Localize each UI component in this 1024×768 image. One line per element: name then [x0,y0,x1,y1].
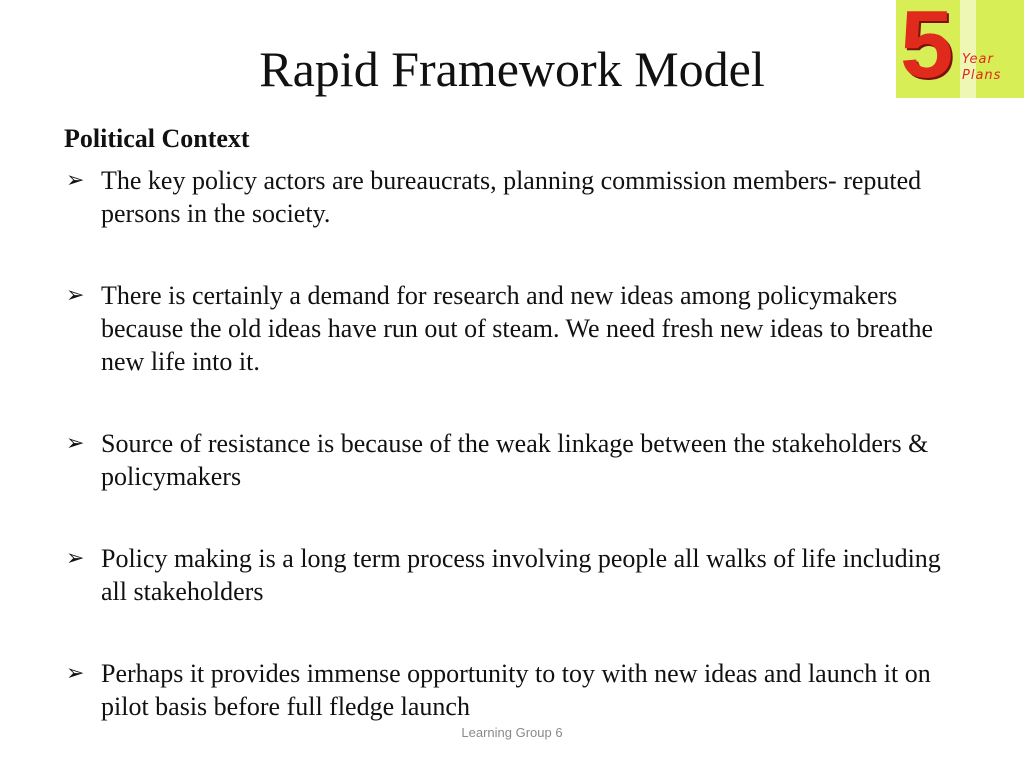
bullet-item [64,164,954,230]
bullet-list [64,164,954,723]
logo-square-right [976,0,1024,98]
arrowhead-bullet-icon: ➢ [66,431,85,456]
logo-digit: 5 [900,0,954,98]
bullet-text: The key policy actors are bureaucrats, planning commission members- reputed persons in the society. [101,166,922,228]
bullet-item [64,657,954,723]
bullet-text: Source of resistance is because of the weak linkage between the stakeholders & policymakers [101,429,929,491]
slide-title: Rapid Framework Model [259,41,765,97]
logo-word-plans: Plans [962,68,1002,83]
bullet-item [64,427,954,493]
five-year-plans-logo [896,0,1024,98]
arrowhead-bullet-icon: ➢ [66,661,85,686]
bullet-text: Policy making is a long term process involving people all walks of life including all stakeholders [101,544,941,606]
arrowhead-bullet-icon: ➢ [66,168,85,193]
slide-footer: Learning Group 6 [461,725,563,740]
section-heading: Political Context [64,124,250,153]
bullet-item [64,279,954,378]
arrowhead-bullet-icon: ➢ [66,546,85,571]
bullet-item [64,542,954,608]
logo-gap [960,0,976,98]
bullet-text: Perhaps it provides immense opportunity to toy with new ideas and launch it on pilot basis before full fledge launch [101,659,931,721]
bullet-text: There is certainly a demand for research and new ideas among policymakers because the old ideas have run out of steam. We need fresh new ideas to breathe new life into it. [101,281,933,376]
arrowhead-bullet-icon: ➢ [66,283,85,308]
logo-word-year: Year [962,52,994,67]
